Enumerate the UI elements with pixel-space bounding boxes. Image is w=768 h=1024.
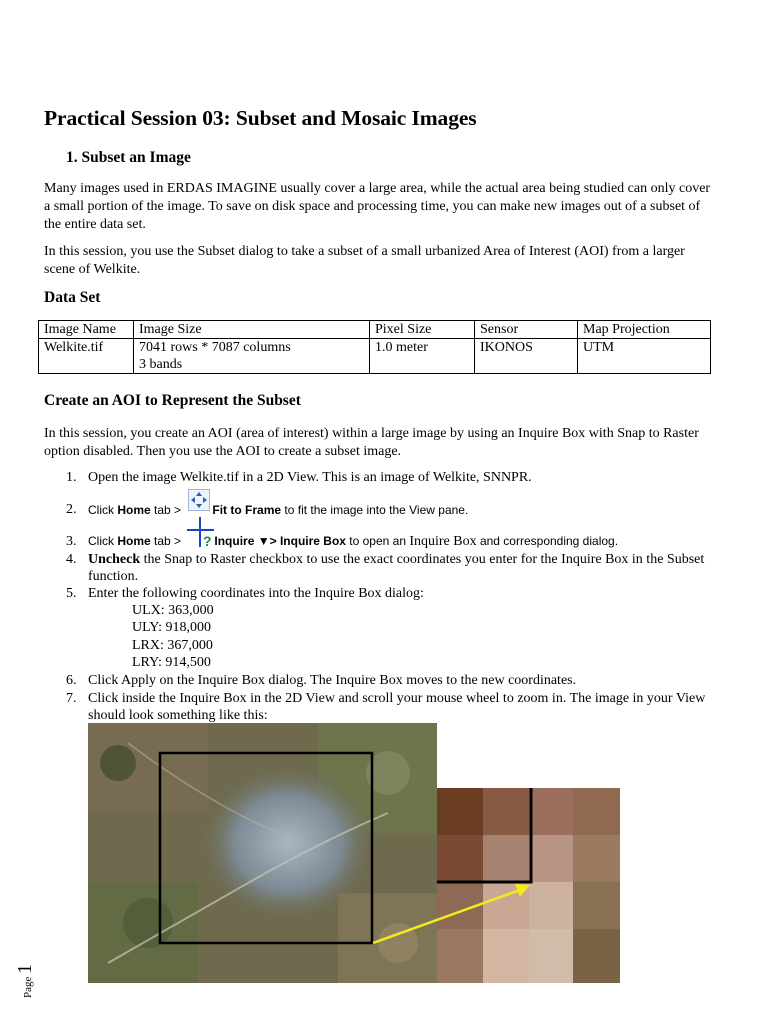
table-cell: UTM [578,339,711,374]
figure-svg [88,723,620,983]
table-header-cell: Image Name [39,321,134,339]
step-number: 1. [66,470,77,485]
table-header-cell: Map Projection [578,321,711,339]
section-heading-subset: 1. Subset an Image [66,149,191,166]
table-header-cell: Pixel Size [370,321,475,339]
step-text: Uncheck the Snap to Raster checkbox to use the exact coordinates you enter for the Inquire Box in the Subset function. [88,552,705,584]
step-number: 4. [66,552,77,567]
svg-text:?: ? [203,533,212,549]
step-number: 6. [66,673,77,688]
page-title: Practical Session 03: Subset and Mosaic Images [44,106,477,130]
aoi-intro-paragraph: In this session, you create an AOI (area of interest) within a large image by using an Inquire Box with Snap to Raster option disabled. Then you use the AOI to create a subset image. [44,426,699,459]
inquire-icon [186,515,216,549]
coord-lry: LRY: 914,500 [132,655,211,670]
table-header-row [39,321,711,339]
coord-uly: ULY: 918,000 [132,620,211,635]
step-text: Enter the following coordinates into the Inquire Box dialog: [88,586,424,601]
table-cell: 1.0 meter [370,339,475,374]
table-header-cell: Image Size [134,321,370,339]
step-number: 5. [66,586,77,601]
dataset-table [38,320,711,374]
fit-to-frame-icon [188,489,210,511]
step-text: Click Home tab > Fit to Frame to fit the image into the View pane. [88,503,469,517]
step-number: 7. [66,691,77,706]
table-cell: Welkite.tif [39,339,134,374]
table-cell: IKONOS [475,339,578,374]
session-paragraph: In this session, you use the Subset dialog to take a subset of a small urbanized Area of Interest (AOI) from a larger scene of Welkite. [44,244,685,277]
step-text: Click inside the Inquire Box in the 2D View and scroll your mouse wheel to zoom in. The image in your View should look something like this: [88,691,706,723]
step-text: Click Home tab > Inquire ▼> Inquire Box to open an Inquire Box and corresponding dialog. [88,534,619,549]
aoi-heading: Create an AOI to Represent the Subset [44,392,301,409]
coord-lrx: LRX: 367,000 [132,638,213,653]
bands-value: 3 bands [139,357,183,372]
table-row [39,339,711,374]
step-number: 2. [66,502,77,517]
table-cell [134,339,370,374]
intro-paragraph: Many images used in ERDAS IMAGINE usually cover a large area, while the actual area being studied can only cover a small portion of the image. To save on disk space and processing time, you can make new images out of a subset of the entire data set. [44,181,711,232]
step-text: Click Apply on the Inquire Box dialog. The Inquire Box moves to the new coordinates. [88,673,577,688]
step-number: 3. [66,534,77,549]
step-text: Open the image Welkite.tif in a 2D View. This is an image of Welkite, SNNPR. [88,470,532,485]
dataset-heading: Data Set [44,289,101,306]
table-header-cell: Sensor [475,321,578,339]
page-number: Page 1 [14,963,36,998]
zoom-figure [88,723,620,983]
image-size-value: 7041 rows * 7087 columns [139,340,291,355]
coord-ulx: ULX: 363,000 [132,603,214,618]
